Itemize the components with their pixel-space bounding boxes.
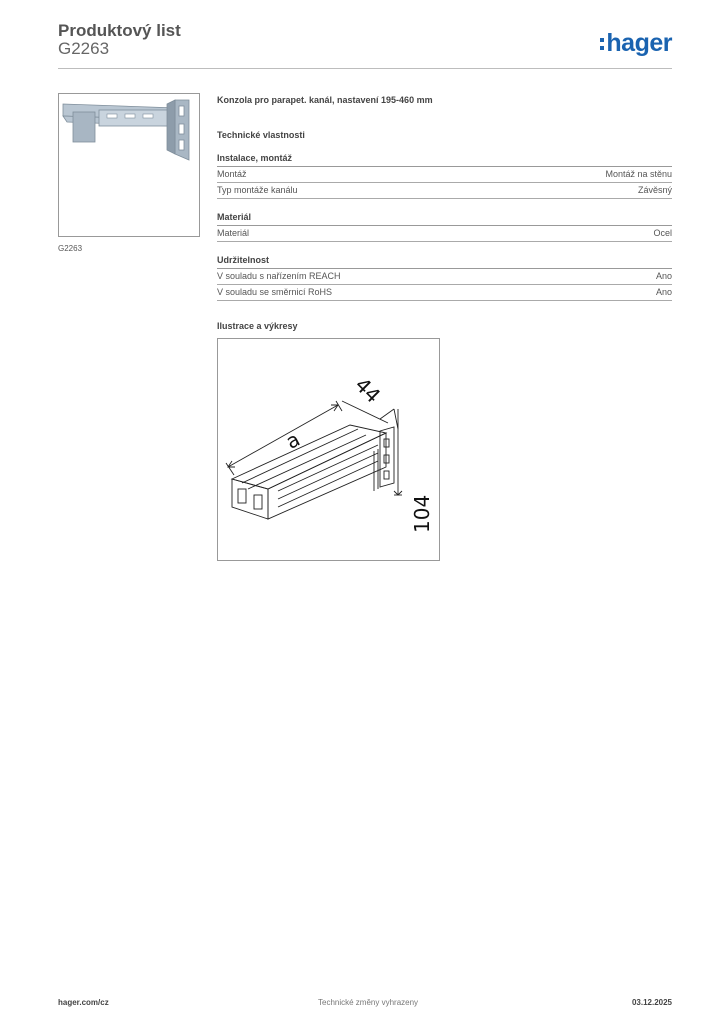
logo-dots-icon — [600, 38, 604, 50]
spec-row — [217, 226, 672, 242]
page-title: Produktový list — [58, 21, 181, 40]
product-image — [58, 93, 200, 237]
dimension-a-label: a — [281, 426, 304, 454]
spec-row — [217, 183, 672, 199]
bracket-drawing-icon — [218, 339, 439, 560]
spec-value: Ano — [655, 271, 672, 281]
image-caption: G2263 — [58, 244, 83, 253]
spec-label: Materiál — [217, 228, 250, 238]
section-title-material: Materiál — [217, 212, 672, 226]
spec-label: V souladu se směrnicí RoHS — [217, 287, 333, 297]
dimension-104-label: 104 — [410, 494, 434, 533]
product-code: G2263 — [58, 39, 110, 58]
product-description: Konzola pro parapet. kanál, nastavení 195-460 mm — [217, 95, 433, 105]
spec-row — [217, 167, 672, 183]
spec-value: Ano — [655, 287, 672, 297]
main-content — [217, 95, 672, 561]
section-title-installation: Instalace, montáž — [217, 153, 672, 167]
spec-value: Montáž na stěnu — [605, 169, 672, 179]
dimension-44-label: 44 — [350, 372, 386, 408]
bracket-photo-icon — [59, 94, 199, 236]
logo-text: hager — [606, 29, 672, 57]
footer-date: 03.12.2025 — [631, 998, 672, 1007]
spec-row — [217, 285, 672, 301]
technical-drawing — [217, 338, 440, 561]
footer-website: hager.com/cz — [58, 998, 109, 1007]
spec-label: Typ montáže kanálu — [217, 185, 298, 195]
hager-logo — [600, 29, 672, 58]
spec-row — [217, 269, 672, 285]
spec-label: V souladu s nařízením REACH — [217, 271, 341, 281]
spec-value: Závěsný — [637, 185, 672, 195]
spec-value: Ocel — [653, 228, 672, 238]
spec-label: Montáž — [217, 169, 247, 179]
header-divider — [58, 68, 672, 69]
section-title-sustainability: Udržitelnost — [217, 255, 672, 269]
footer-note: Technické změny vyhrazeny — [318, 998, 419, 1007]
tech-properties-heading: Technické vlastnosti — [217, 130, 305, 140]
illustrations-heading: Ilustrace a výkresy — [217, 321, 298, 331]
